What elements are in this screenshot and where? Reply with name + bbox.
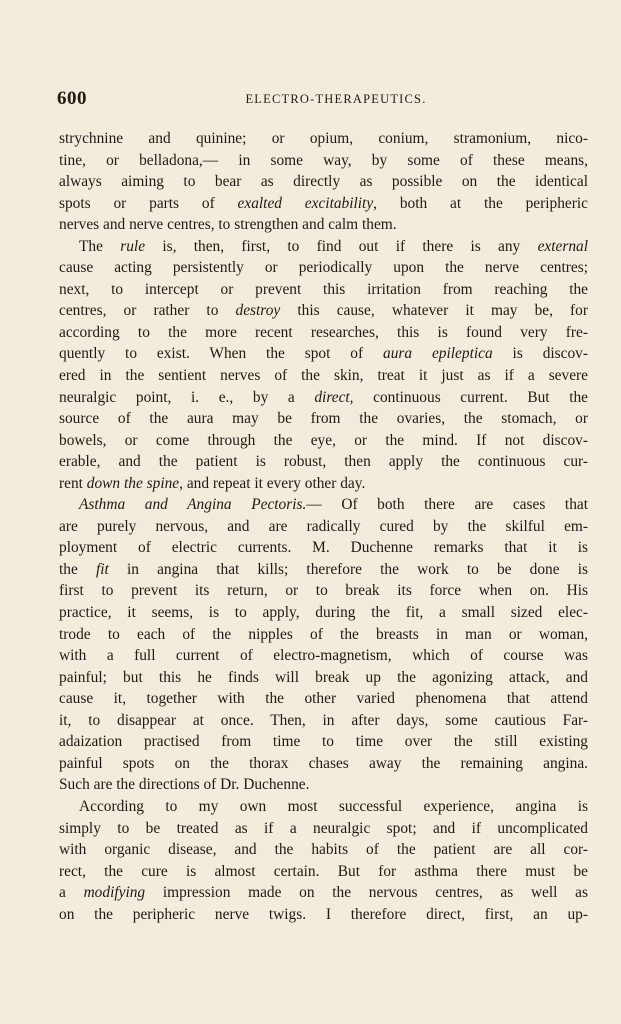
text-run: According to my own most successful experience, angina is [79, 797, 588, 815]
text-line [59, 128, 588, 150]
text-line [59, 753, 588, 775]
text-line [59, 731, 588, 753]
text-run: ered in the sentient nerves of the skin, treat it just as if a severe [59, 367, 588, 385]
text-run: The [79, 237, 121, 255]
text-line [59, 300, 588, 322]
body-text [59, 128, 588, 925]
italic-text: direct [314, 388, 350, 406]
text-run: in angina that kills; therefore the work to be done is [108, 560, 588, 578]
text-run: painful; but this he finds will break up the agonizing attack, and [59, 668, 588, 686]
running-head: ELECTRO-THERAPEUTICS. [245, 92, 427, 106]
text-run: cause it, together with the other varied phenomena that attend [59, 690, 588, 708]
text-run: next, to intercept or prevent this irritation from reaching the [59, 280, 588, 298]
text-run: bowels, or come through the eye, or the mind. If not discov- [59, 431, 588, 449]
text-run: source of the aura may be from the ovaries, the stomach, or [59, 410, 588, 428]
text-run: a [59, 884, 84, 902]
text-run: is, then, first, to find out if there is any [145, 237, 538, 255]
text-line [59, 387, 588, 409]
text-line [59, 408, 588, 430]
text-run: painful spots on the thorax chases away the remaining angina. [59, 754, 588, 772]
text-run: always aiming to bear as directly as possible on the identical [59, 173, 588, 191]
text-run: tine, or belladona,— in some way, by some of these means, [59, 151, 588, 169]
text-line [59, 904, 588, 926]
text-run: ployment of electric currents. M. Duchenne remarks that it is [59, 539, 588, 557]
text-run: rect, the cure is almost certain. But for asthma there must be [59, 862, 588, 880]
italic-text: down the spine [86, 474, 180, 492]
text-line [59, 516, 588, 538]
text-line [59, 537, 588, 559]
text-run: neuralgic point, i. e., by a [59, 388, 315, 406]
page-header [57, 88, 581, 110]
text-run: is discov- [492, 345, 588, 363]
text-line [59, 818, 588, 840]
italic-text: Asthma and Angina Pectoris. [79, 496, 307, 514]
text-line [59, 861, 588, 883]
text-line [59, 494, 588, 516]
text-line [59, 710, 588, 732]
text-run: rent [59, 474, 87, 492]
text-line [59, 193, 588, 215]
text-line [59, 473, 588, 495]
text-line [59, 796, 588, 818]
text-line [59, 882, 588, 904]
text-line [59, 150, 588, 172]
text-run: centres, or rather to [59, 302, 236, 320]
italic-text: external [537, 237, 588, 255]
page-number: 600 [57, 88, 87, 109]
text-line [59, 365, 588, 387]
italic-text: rule [120, 237, 146, 255]
text-run: nerves and nerve centres, to strengthen and calm them. [59, 216, 397, 234]
text-line [59, 580, 588, 602]
italic-text: exalted excitability [237, 194, 374, 212]
text-line [59, 688, 588, 710]
text-line [59, 839, 588, 861]
text-run: adaization practised from time to time over the still existing [59, 733, 588, 751]
text-run: cause acting persistently or periodically upon the nerve centres; [59, 259, 588, 277]
text-run: , and repeat it every other day. [179, 474, 366, 492]
text-run: erable, and the patient is robust, then apply the continuous cur- [59, 453, 588, 471]
text-run: spots or parts of [59, 194, 238, 212]
text-run: impression made on the nervous centres, as well as [145, 884, 588, 902]
text-run: quently to exist. When the spot of [59, 345, 383, 363]
text-line [59, 624, 588, 646]
italic-text: modifying [83, 884, 146, 902]
text-line [59, 451, 588, 473]
text-run: it, to disappear at once. Then, in after days, some cautious Far- [59, 711, 588, 729]
text-run: first to prevent its return, or to break its force when on. His [59, 582, 588, 600]
text-run: this cause, whatever it may be, for [280, 302, 589, 320]
text-run: the [59, 560, 96, 578]
text-line [59, 279, 588, 301]
text-run: are purely nervous, and are radically cured by the skilful em- [59, 517, 588, 535]
text-run: trode to each of the nipples of the breasts in man or woman, [59, 625, 588, 643]
text-line [59, 236, 588, 258]
text-run: Such are the directions of Dr. Duchenne. [59, 776, 310, 794]
text-line [59, 667, 588, 689]
text-run: on the peripheric nerve twigs. I therefore direct, first, an up- [59, 905, 588, 923]
text-run: according to the more recent researches, this is found very fre- [59, 323, 588, 341]
text-line [59, 559, 588, 581]
text-line [59, 171, 588, 193]
text-line [59, 322, 588, 344]
text-line [59, 645, 588, 667]
italic-text: fit [95, 560, 109, 578]
text-run: with organic disease, and the habits of the patient are all cor- [59, 841, 588, 859]
italic-text: aura epileptica [383, 345, 493, 363]
text-run: strychnine and quinine; or opium, conium, stramonium, nico- [59, 130, 588, 147]
text-line [59, 343, 588, 365]
text-run: — Of both there are cases that [306, 496, 588, 514]
text-line [59, 257, 588, 279]
text-line [59, 430, 588, 452]
text-run: practice, it seems, is to apply, during the fit, a small sized elec- [59, 604, 588, 622]
text-run: , both at the peripheric [373, 194, 588, 212]
text-line [59, 214, 588, 236]
text-line [59, 602, 588, 624]
italic-text: destroy [235, 302, 281, 320]
text-run: , continuous current. But the [349, 388, 589, 406]
text-run: simply to be treated as if a neuralgic spot; and if uncomplicated [59, 819, 588, 837]
text-line [59, 774, 588, 796]
text-run: with a full current of electro-magnetism, which of course was [59, 647, 588, 665]
